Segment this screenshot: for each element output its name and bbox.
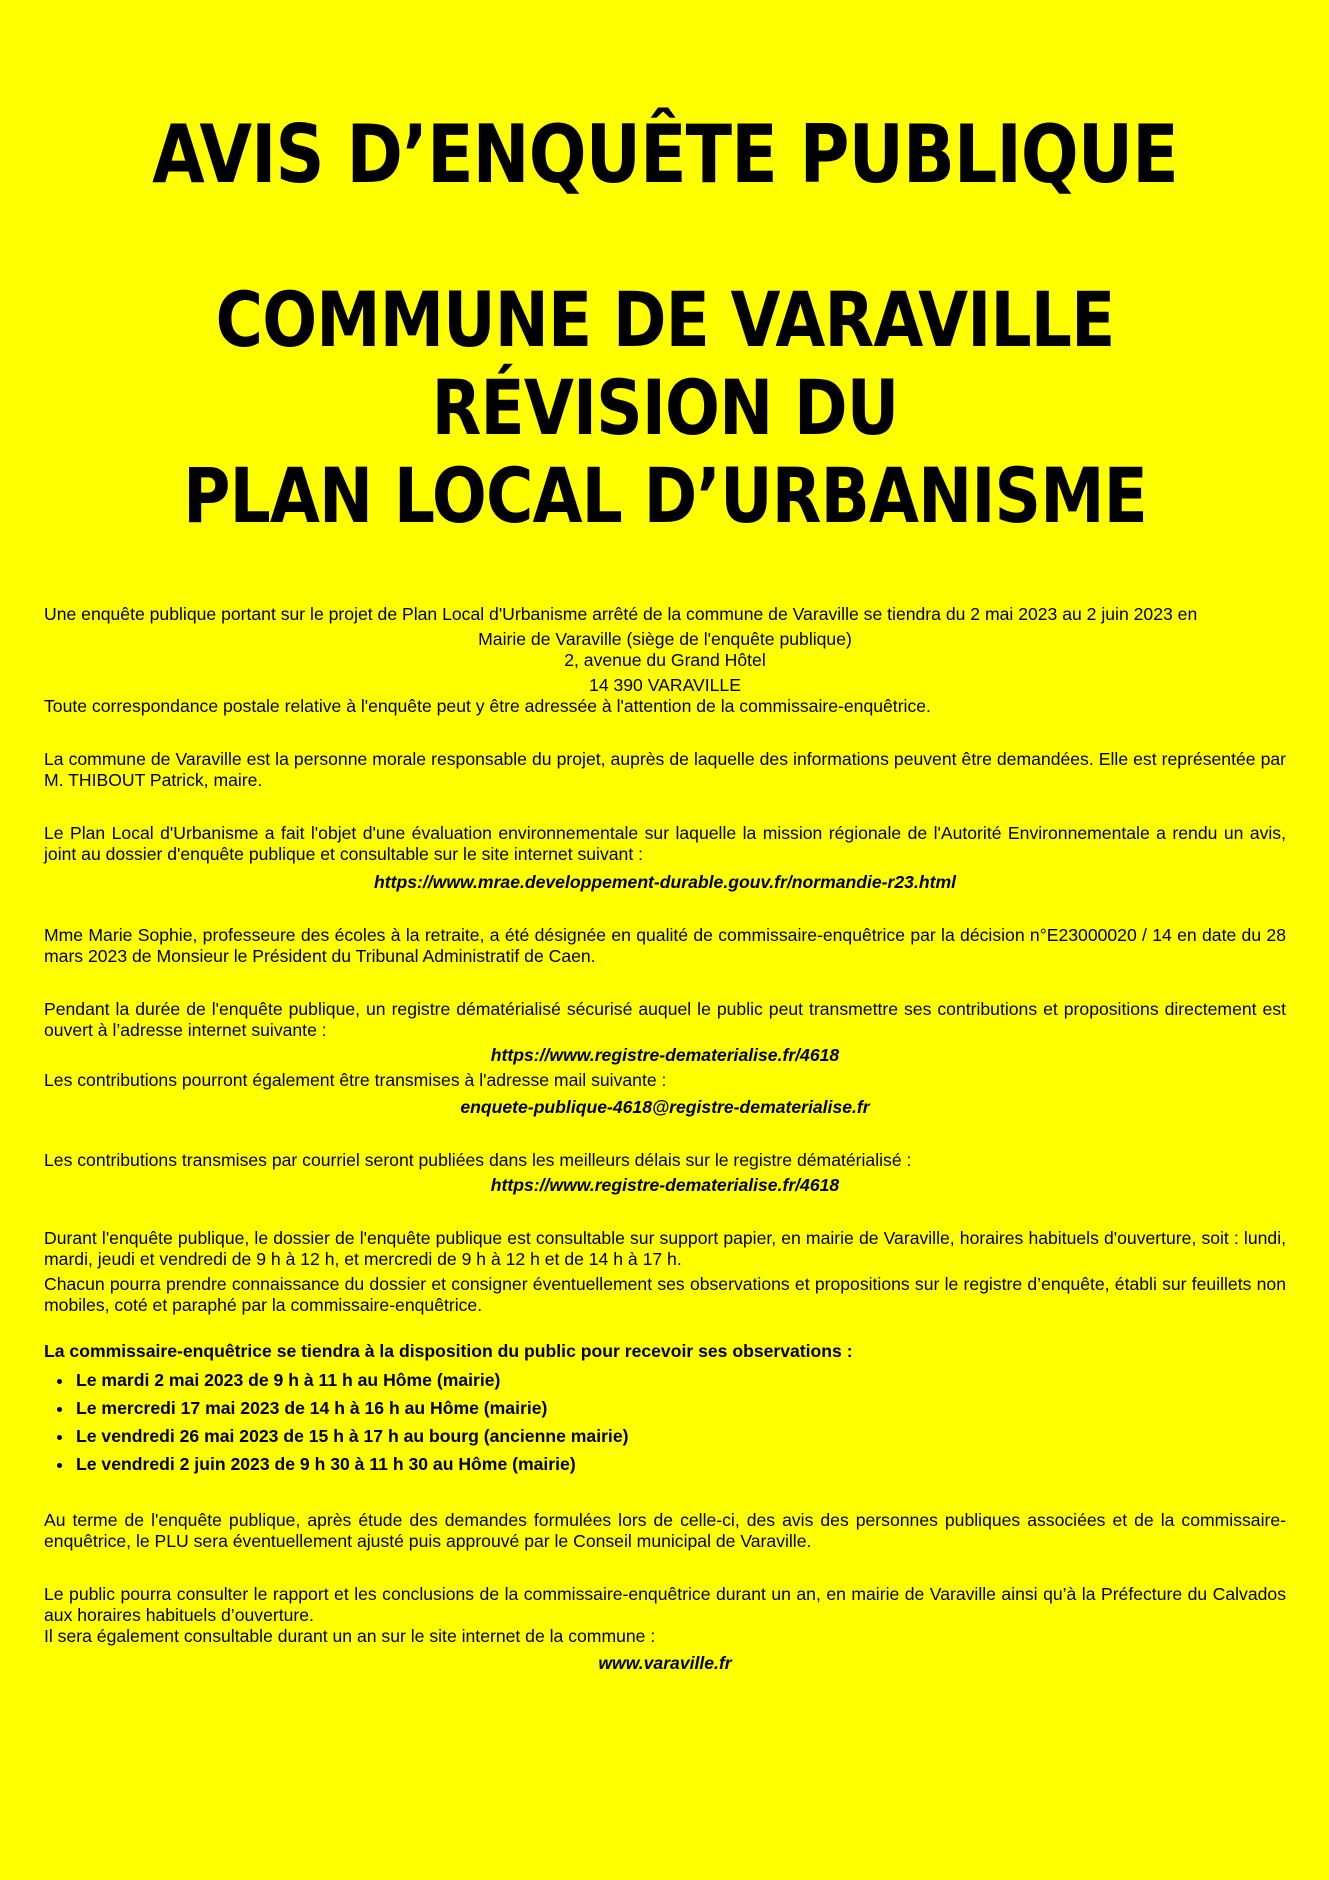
- website-link[interactable]: www.varaville.fr: [598, 1653, 732, 1673]
- intro-text: Une enquête publique portant sur le projet de Plan Local d'Urbanisme arrêté de la commune de Varaville se tiendra du 2 mai 2023 au 2 juin 2023 en: [44, 604, 1198, 624]
- list-item: • Le vendredi 2 juin 2023 de 9 h 30 à 11 h 30 au Hôme (mairie): [74, 1450, 1286, 1478]
- conclusion-text: Au terme de l'enquête publique, après étude des demandes formulées lors de celle-ci, des avis des personnes publiques associées et de la commissaire-enquêtrice, le PLU sera éventuellement ajusté puis approuvé par le Conseil municipal de Varaville.: [44, 1510, 1286, 1551]
- notice-title: AVIS D’ENQUÊTE PUBLIQUE: [152, 108, 1178, 201]
- responsible-text: La commune de Varaville est la personne morale responsable du projet, auprès de laquelle des informations peuvent être demandées. Elle est représentée par M. THIBOUT Patrick, maire.: [44, 749, 1286, 790]
- mail-text: Les contributions pourront également être transmises à l'adresse mail suivante :: [44, 1070, 667, 1090]
- publication-text: Les contributions transmises par courriel seront publiées dans les meilleurs délais sur le registre dématérialisé :: [44, 1150, 912, 1170]
- address-line-1: Mairie de Varaville (siège de l'enquête publique): [478, 629, 852, 649]
- dossier-text: Durant l'enquête publique, le dossier de l'enquête publique est consultable sur support papier, en mairie de Varaville, horaires habituels d'ouverture, soit : lundi, mardi, jeudi et vendredi de 9 h à 12 h, et mercredi de 9 h à 12 h et de 14 h à 17 h.: [44, 1228, 1286, 1269]
- commissioner-text: Mme Marie Sophie, professeure des écoles à la retraite, a été désignée en qualité de commissaire-enquêtrice par la décision n°E23000020 / 14 en date du 28 mars 2023 de Monsieur le Président du Tribunal Administratif de Caen.: [44, 925, 1286, 966]
- commune-heading: COMMUNE DE VARAVILLE: [215, 275, 1115, 364]
- list-item: • Le vendredi 26 mai 2023 de 15 h à 17 h au bourg (ancienne mairie): [74, 1422, 1286, 1450]
- permanences-title: La commissaire-enquêtrice se tiendra à la disposition du public pour recevoir ses observations :: [44, 1341, 853, 1361]
- publication-link[interactable]: https://www.registre-dematerialise.fr/4618: [490, 1175, 840, 1195]
- evaluation-text: Le Plan Local d'Urbanisme a fait l'objet d'une évaluation environnementale sur laquelle la mission régionale de l'Autorité Environnementale a rendu un avis, joint au dossier d'enquête publique et consultable sur le site internet suivant :: [44, 823, 1286, 864]
- website-text: Il sera également consultable durant un an sur le site internet de la commune :: [44, 1626, 656, 1646]
- notice-body: [44, 604, 1286, 1674]
- registry-link[interactable]: https://www.registre-dematerialise.fr/4618: [490, 1045, 840, 1065]
- observations-text: Chacun pourra prendre connaissance du dossier et consigner éventuellement ses observations et propositions sur le registre d’enquête, établi sur feuillets non mobiles, coté et paraphé par la commissaire-enquêtrice.: [44, 1274, 1286, 1315]
- report-text: Le public pourra consulter le rapport et les conclusions de la commissaire-enquêtrice durant un an, en mairie de Varaville ainsi qu’à la Préfecture du Calvados aux horaires habituels d’ouverture.: [44, 1584, 1286, 1625]
- address-line-2: 2, avenue du Grand Hôtel: [564, 650, 766, 670]
- address-line-3: 14 390 VARAVILLE: [589, 675, 741, 695]
- mrae-link[interactable]: https://www.mrae.developpement-durable.gouv.fr/normandie-r23.html: [374, 872, 956, 892]
- plan-heading: PLAN LOCAL D’URBANISME: [183, 451, 1147, 540]
- revision-heading: RÉVISION DU: [431, 363, 899, 452]
- registry-mail[interactable]: enquete-publique-4618@registre-dematerialise.fr: [460, 1097, 870, 1117]
- list-item: • Le mercredi 17 mai 2023 de 14 h à 16 h au Hôme (mairie): [74, 1394, 1286, 1422]
- permanences-list: [44, 1366, 1286, 1478]
- registry-text: Pendant la durée de l'enquête publique, un registre dématérialisé sécurisé auquel le public peut transmettre ses contributions et propositions directement est ouvert à l’adresse internet suivante :: [44, 999, 1286, 1040]
- postal-text: Toute correspondance postale relative à l'enquête peut y être adressée à l'attention de la commissaire-enquêtrice.: [44, 696, 931, 716]
- list-item: • Le mardi 2 mai 2023 de 9 h à 11 h au Hôme (mairie): [74, 1366, 1286, 1394]
